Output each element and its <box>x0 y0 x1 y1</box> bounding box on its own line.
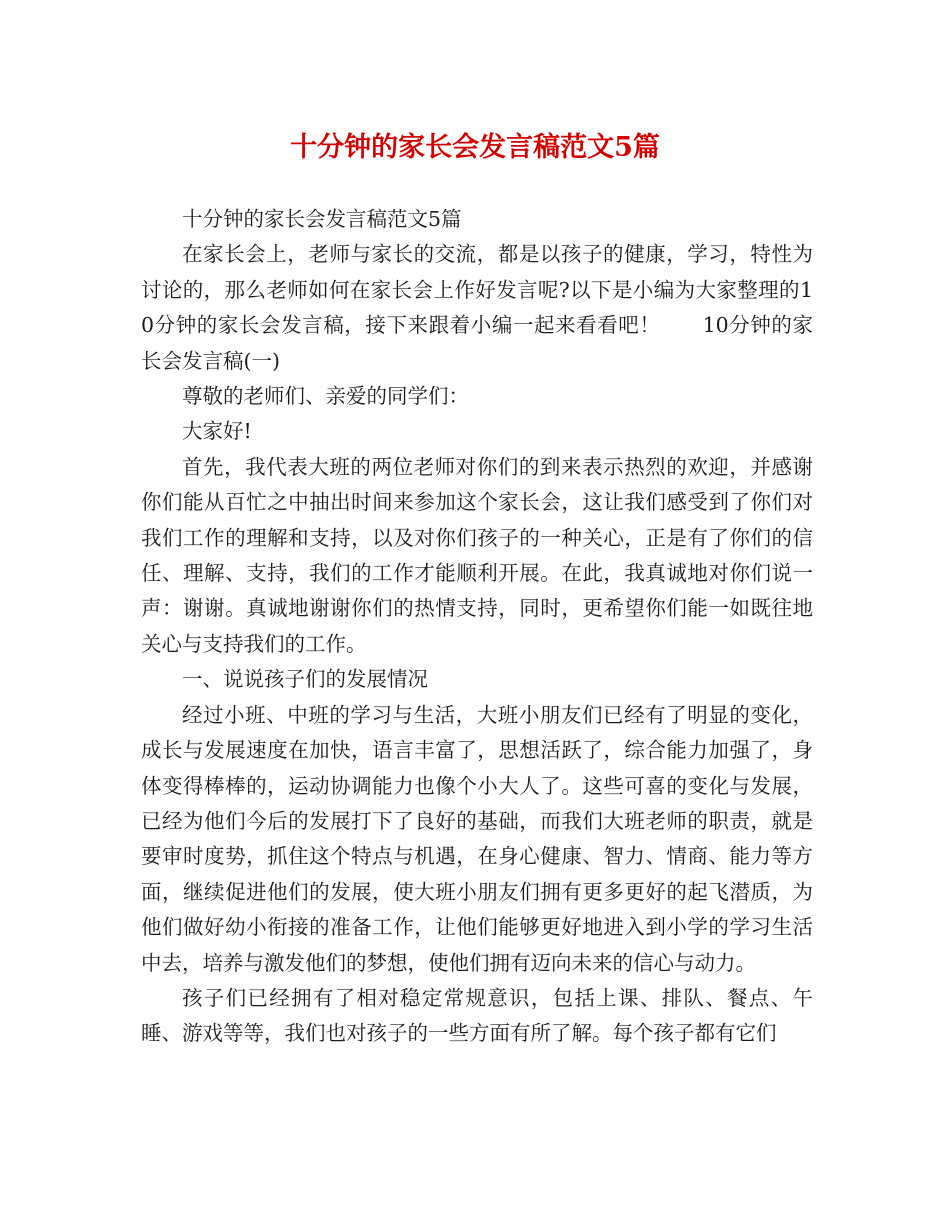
document-body <box>141 202 813 1052</box>
document-title: 十分钟的家长会发言稿范文5篇 <box>290 132 660 163</box>
paragraph-salutation: 尊敬的老师们、亲爱的同学们： <box>182 384 469 409</box>
paragraph-subtitle: 十分钟的家长会发言稿范文5篇 <box>182 207 462 231</box>
paragraph-intro: 在家长会上，老师与家长的交流，都是以孩子的健康，学习，特性为讨论的，那么老师如何在家长会上作好发言呢?以下是小编为大家整理的10分钟的家长会发言稿，接下来跟着小编一起来看看吧！ 10分钟的家长会发言稿(一) <box>141 242 813 373</box>
paragraph-development: 经过小班、中班的学习与生活，大班小朋友们已经有了明显的变化，成长与发展速度在加快，语言丰富了，思想活跃了，综合能力加强了，身体变得棒棒的，运动协调能力也像个小大人了。这些可喜的变化与发展，已经为他们今后的发展打下了良好的基础，而我们大班老师的职责，就是要审时度势，抓住这个特点与机遇，在身心健康、智力、情商、能力等方面，继续促进他们的发展，使大班小朋友们拥有更多更好的起飞潜质，为他们做好幼小衔接的准备工作，让他们能够更好地进入到小学的学习生活中去，培养与激发他们的梦想，使他们拥有迈向未来的信心与动力。 <box>141 702 813 975</box>
paragraph-welcome: 首先，我代表大班的两位老师对你们的到来表示热烈的欢迎，并感谢你们能从百忙之中抽出时间来参加这个家长会，这让我们感受到了你们对我们工作的理解和支持，以及对你们孩子的一种关心，正是有了你们的信任、理解、支持，我们的工作才能顺利开展。在此，我真诚地对你们说一声：谢谢。真诚地谢谢你们的热情支持，同时，更希望你们能一如既往地关心与支持我们的工作。 <box>141 454 813 656</box>
section-heading-development: 一、说说孩子们的发展情况 <box>182 667 428 692</box>
paragraph-greeting: 大家好! <box>182 419 252 444</box>
paragraph-routine: 孩子们已经拥有了相对稳定常规意识，包括上课、排队、餐点、午睡、游戏等等，我们也对孩子的一些方面有所了解。每个孩子都有它们 <box>141 985 813 1046</box>
